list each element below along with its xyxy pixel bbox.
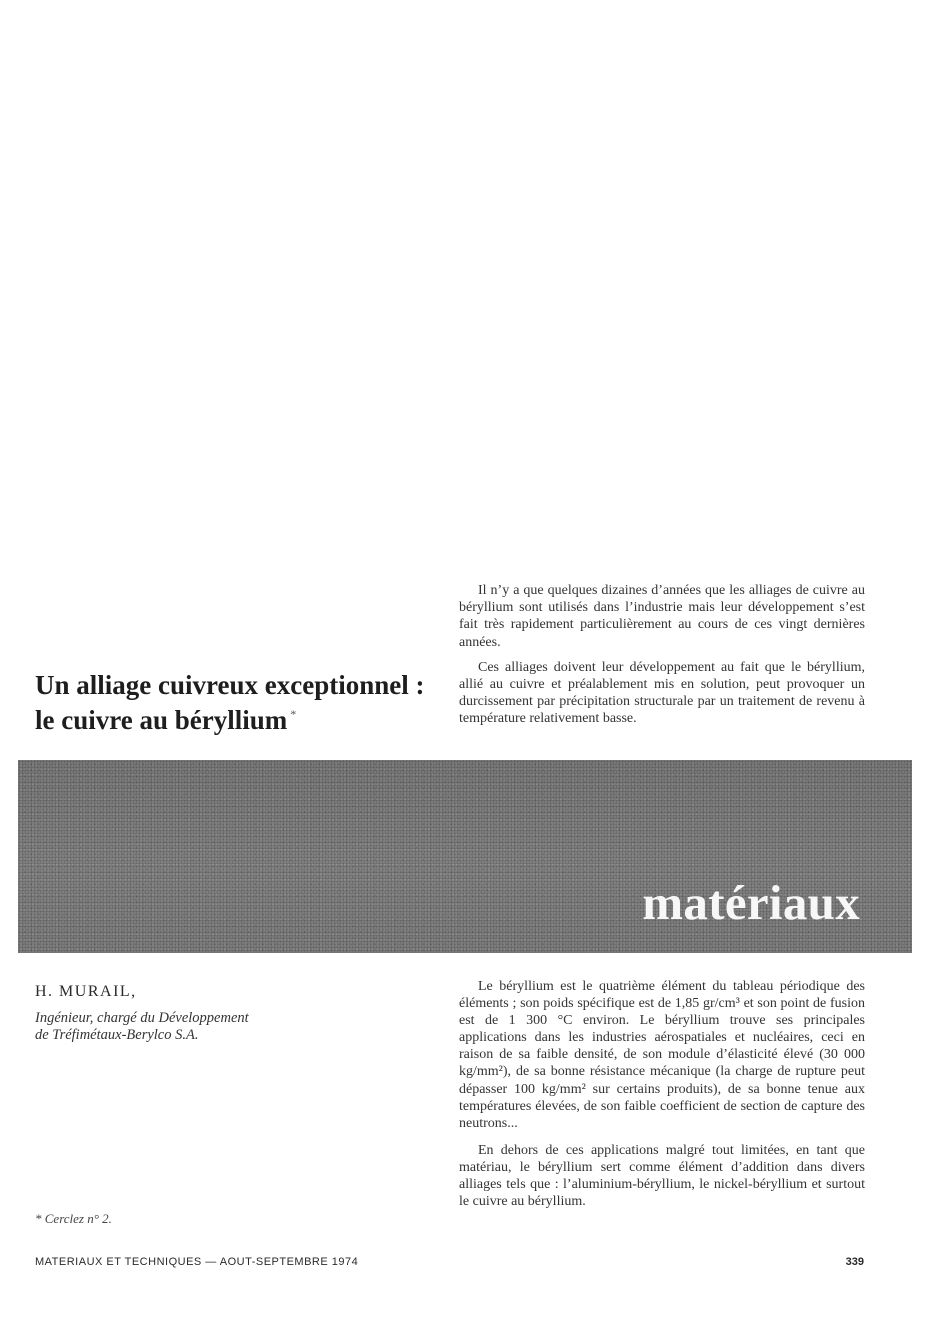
body-paragraph-1: Le béryllium est le quatrième élément du tableau périodique des éléments ; son poids spécifique est de 1,85 gr/cm³ et son point de fusion est de 1 300 °C environ. Le béryllium trouve ses principales applications dans les industries aérospatiales et nucléaires, ceci en raison de sa faible densité, de son module d’élasticité élevé (30 000 kg/mm²), de sa bonne résistance mécanique (la charge de rupture peut dépasser 100 kg/mm² sur certains produits), de sa bonne tenue aux températures élevées, de son faible coefficient de section de capture des neutrons... [459,979,865,1131]
article-title-line-2-text: le cuivre au béryllium [35,705,288,735]
article-title-line-1: Un alliage cuivreux exceptionnel : [35,670,425,700]
intro-paragraph-1: Il n’y a que quelques dizaines d’années que les alliages de cuivre au béryllium sont utilisés dans l’industrie mais leur développement s’est fait très rapidement particulièrement au cours de ces vingt dernières années. [459,583,865,650]
author-block [35,983,415,1044]
author-affiliation [35,1010,415,1044]
title-footnote-mark: * [290,707,297,721]
intro-column [459,582,865,736]
intro-paragraph-2: Ces alliages doivent leur développement au fait que le béryllium, allié au cuivre et préalablement mis en solution, peut provoquer un durcissement par précipitation structurale par un traitement de revenu à température relativement basse. [459,659,865,727]
article-title [35,668,455,738]
footnote: * Cerclez n° 2. [35,1211,112,1226]
section-banner-title: matériaux [642,875,860,930]
body-paragraph-2: En dehors de ces applications malgré tout limitées, en tant que matériau, le béryllium sert comme élément d’addition dans divers alliages tels que : l’aluminium-béryllium, le nickel-béryllium et surtout le cuivre au béryllium. [459,1142,865,1210]
section-banner [18,760,912,953]
body-column [459,978,865,1220]
article-title-line-2 [35,703,455,738]
footer-journal-info: MATERIAUX ET TECHNIQUES — AOUT-SEPTEMBRE 1974 [35,1256,359,1268]
author-name: H. MURAIL, [35,983,137,1000]
author-affiliation-line-2: de Tréfimétaux-Berylco S.A. [35,1027,199,1043]
author-affiliation-line-1: Ingénieur, chargé du Développement [35,1010,249,1026]
page-number: 339 [845,1256,864,1268]
